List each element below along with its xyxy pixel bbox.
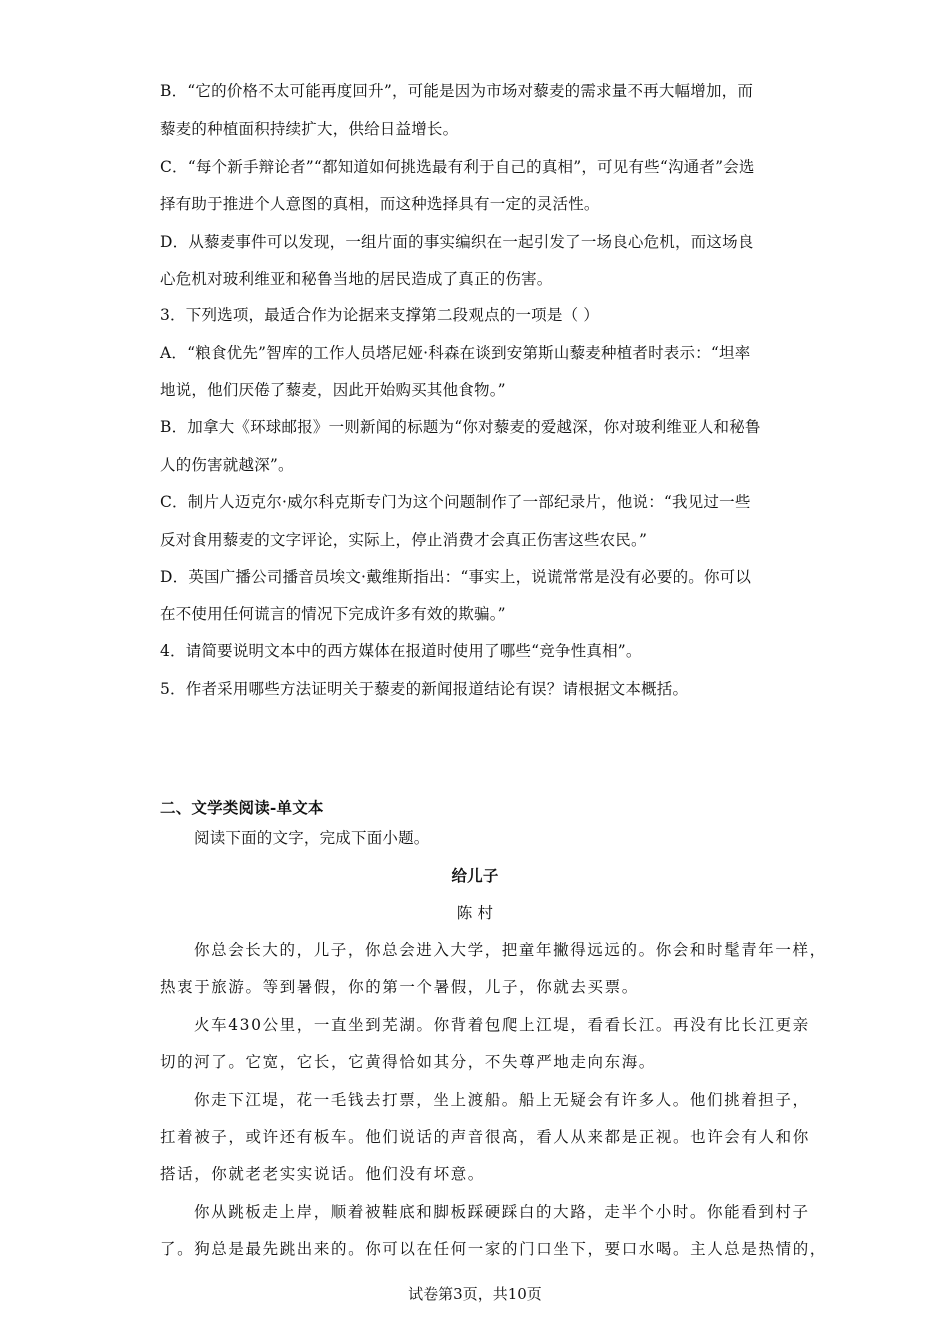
question-line: 在不使用任何谎言的情况下完成许多有效的欺骗。” — [160, 605, 506, 623]
story-line: 切的河了。它宽，它长，它黄得恰如其分，不失尊严地走向东海。 — [160, 1053, 656, 1071]
section-instruction: 阅读下面的文字，完成下面小题。 — [194, 829, 430, 847]
question-line: B．加拿大《环球邮报》一则新闻的标题为“你对藜麦的爱越深，你对玻利维亚人和秘鲁 — [160, 418, 761, 436]
question-line: 4．请简要说明文本中的西方媒体在报道时使用了哪些“竞争性真相”。 — [160, 642, 642, 660]
question-line: D．英国广播公司播音员埃文·戴维斯指出：“事实上，说谎常常是没有必要的。你可以 — [160, 568, 752, 586]
question-line: 人的伤害就越深”。 — [160, 456, 294, 474]
question-line: B．“它的价格不太可能再度回升”，可能是因为市场对藜麦的需求量不再大幅增加，而 — [160, 82, 754, 100]
story-line: 扛着被子，或许还有板车。他们说话的声音很高，看人从来都是正视。也许会有人和你 — [160, 1128, 810, 1146]
story-title: 给儿子 — [451, 866, 499, 885]
section-heading: 二、文学类阅读-单文本 — [160, 798, 324, 817]
question-line: C．制片人迈克尔·威尔科克斯专门为这个问题制作了一部纪录片，他说：“我见过一些 — [160, 493, 751, 511]
story-line: 了。狗总是最先跳出来的。你可以在任何一家的门口坐下，要口水喝。主人总是热情的， — [160, 1240, 827, 1258]
page-footer: 试卷第3页，共10页 — [408, 1285, 542, 1303]
question-line: D．从藜麦事件可以发现，一组片面的事实编织在一起引发了一场良心危机，而这场良 — [160, 233, 754, 251]
story-line: 你走下江堤，花一毛钱去打票，坐上渡船。船上无疑会有许多人。他们挑着担子， — [194, 1091, 810, 1109]
question-line: 地说，他们厌倦了藜麦，因此开始购买其他食物。” — [160, 381, 506, 399]
question-line: 藜麦的种植面积持续扩大，供给日益增长。 — [160, 120, 459, 138]
story-line: 火车430公里，一直坐到芜湖。你背着包爬上江堤，看看长江。再没有比长江更亲 — [194, 1016, 810, 1034]
story-author: 陈 村 — [456, 904, 494, 922]
question-line: 择有助于推进个人意图的真相，而这种选择具有一定的灵活性。 — [160, 195, 600, 213]
story-line: 搭话，你就老老实实说话。他们没有坏意。 — [160, 1165, 485, 1183]
question-line: 5．作者采用哪些方法证明关于藜麦的新闻报道结论有误？请根据文本概括。 — [160, 680, 689, 698]
question-line: A．“粮食优先”智库的工作人员塔尼娅·科森在谈到安第斯山藜麦种植者时表示：“坦率 — [160, 344, 751, 362]
question-line: 反对食用藜麦的文字评论，实际上，停止消费才会真正伤害这些农民。” — [160, 531, 648, 549]
question-line: 心危机对玻利维亚和秘鲁当地的居民造成了真正的伤害。 — [160, 270, 553, 288]
story-line: 你总会长大的，儿子，你总会进入大学，把童年撇得远远的。你会和时髦青年一样， — [194, 941, 827, 959]
story-line: 你从跳板走上岸，顺着被鞋底和脚板踩硬踩白的大路，走半个小时。你能看到村子 — [194, 1203, 810, 1221]
story-line: 热衷于旅游。等到暑假，你的第一个暑假，儿子，你就去买票。 — [160, 978, 639, 996]
question-line: C．“每个新手辩论者”“都知道如何挑选最有利于自己的真相”，可见有些“沟通者”会选 — [160, 158, 755, 176]
question-line: 3．下列选项，最适合作为论据来支撑第二段观点的一项是（ ） — [160, 306, 600, 324]
